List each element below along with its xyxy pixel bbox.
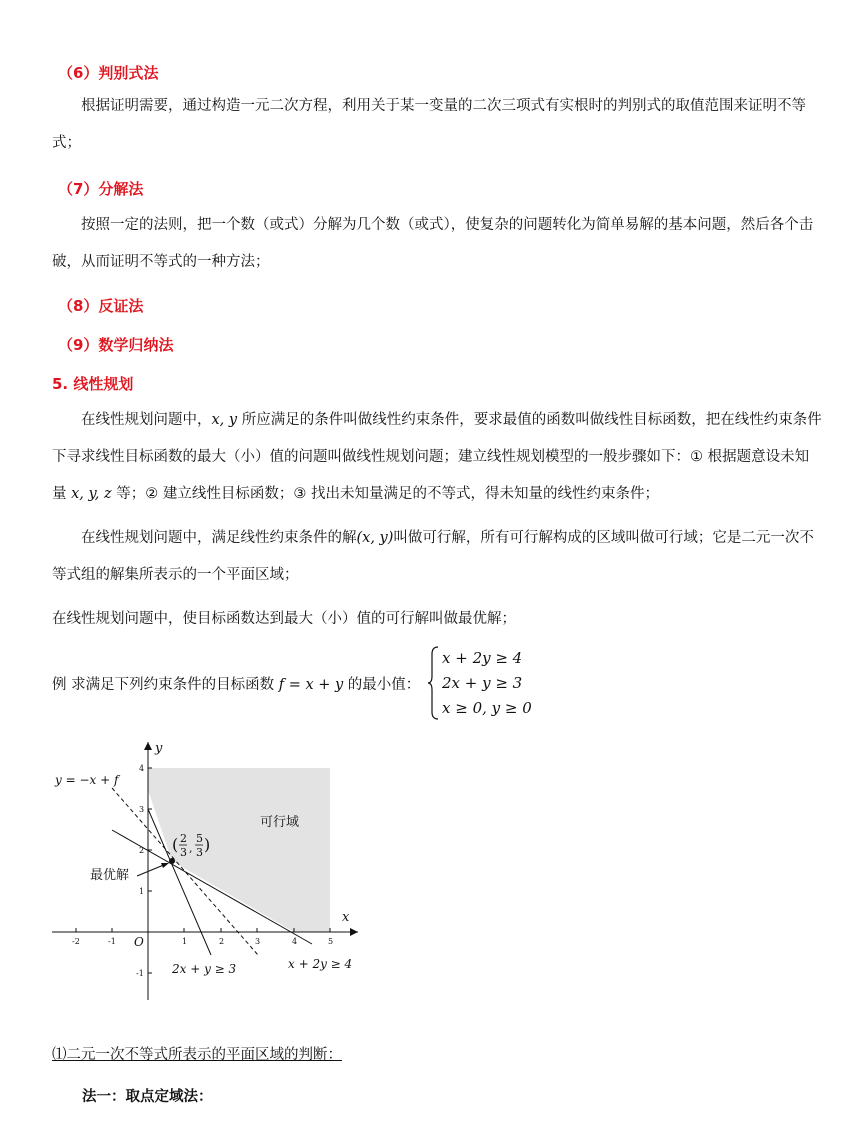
- lp-text-b: 所应满足的条件叫做线性约束条件，要求最值的函数叫做线性目标函数，把在线性约束条件下寻求线性目标函数的最大（小）值的问题叫做线性规划问题；建立线性规划模型的一般步骤如下：① 根据题意设未知量: [52, 412, 822, 502]
- paragraph-lp-definition: [52, 402, 822, 513]
- y-tick-label: 4: [139, 764, 145, 773]
- method-one-label: 法一：取点定域法：: [82, 1089, 213, 1105]
- heading-decomposition-method: （7）分解法: [58, 180, 144, 198]
- feasible-region-graph: [40, 735, 380, 1005]
- math-xyz: x, y, z: [71, 486, 112, 502]
- x-tick-label: 2: [219, 937, 225, 946]
- constraint-system: [442, 646, 532, 721]
- math-xy: x, y: [211, 412, 238, 428]
- svg-text:,: ,: [189, 842, 193, 855]
- x-tick-label: -1: [108, 937, 116, 946]
- y-tick-label: 2: [139, 846, 145, 855]
- y-axis-arrow: [144, 742, 152, 750]
- x-axis-arrow: [350, 928, 358, 936]
- constraint-brace: [428, 646, 440, 720]
- constraint-1: x + 2y ≥ 4: [442, 649, 523, 667]
- optimal-point: [169, 858, 175, 864]
- svg-text:5: 5: [196, 832, 203, 845]
- x-axis-label: x: [342, 910, 350, 925]
- heading-induction-method: （9）数学归纳法: [58, 336, 174, 354]
- origin-label: O: [134, 935, 144, 949]
- subsection-region-judgement: ⑴二元一次不等式所表示的平面区域的判断：: [52, 1047, 342, 1063]
- y-tick-label: -1: [136, 969, 144, 978]
- paragraph-discriminant: 根据证明需要，通过构造一元二次方程，利用关于某一变量的二次三项式有实根时的判别式的取值范围来证明不等式；: [52, 98, 806, 151]
- lp2-text-a: 在线性规划问题中，满足线性约束条件的解: [81, 530, 357, 546]
- constraint-2: 2x + y ≥ 3: [442, 674, 523, 692]
- y-tick-label: 1: [139, 887, 145, 896]
- optimal-solution-label: 最优解: [90, 868, 130, 883]
- paragraph-optimal-solution: 在线性规划问题中，使目标函数达到最大（小）值的可行解叫做最优解；: [52, 611, 516, 627]
- optimal-arrow: [137, 864, 166, 876]
- heading-discriminant-method: （6）判别式法: [58, 64, 159, 82]
- math-pair-xy: (x, y): [356, 530, 394, 546]
- heading-contradiction-method: （8）反证法: [58, 297, 144, 315]
- x-tick-label: 4: [292, 937, 298, 946]
- paragraph-feasible-solution: [52, 520, 822, 594]
- lp-text-a: 在线性规划问题中，: [81, 412, 212, 428]
- example-statement: [52, 673, 420, 694]
- constraint-3: x ≥ 0, y ≥ 0: [442, 699, 532, 717]
- x-tick-label: -2: [72, 937, 80, 946]
- math-objective-function: f = x + y: [278, 677, 344, 693]
- x-tick-label: 5: [328, 937, 334, 946]
- svg-text:3: 3: [180, 846, 187, 859]
- y-tick-label: 3: [139, 805, 145, 814]
- example-lead: 例 求满足下列约束条件的目标函数: [52, 677, 279, 693]
- svg-text:2: 2: [180, 832, 187, 845]
- svg-text:3: 3: [196, 846, 203, 859]
- y-axis-label: y: [155, 741, 163, 756]
- feasible-region-label: 可行域: [260, 815, 300, 830]
- line2-label: x + 2y ≥ 4: [288, 957, 353, 971]
- line1-label: 2x + y ≥ 3: [172, 962, 237, 976]
- objective-line-label: y = −x + f: [55, 773, 119, 787]
- x-tick-label: 3: [255, 937, 261, 946]
- svg-text:): ): [204, 835, 211, 854]
- heading-linear-programming: 5. 线性规划: [52, 375, 134, 393]
- paragraph-decomposition: 按照一定的法则，把一个数（或式）分解为几个数（或式），使复杂的问题转化为简单易解的基本问题，然后各个击破，从而证明不等式的一种方法；: [52, 217, 814, 270]
- svg-text:(: (: [172, 835, 179, 854]
- x-tick-label: 1: [182, 937, 188, 946]
- example-tail: 的最小值：: [343, 677, 421, 693]
- lp-text-c: 等；② 建立线性目标函数；③ 找出未知量满足的不等式，得未知量的线性约束条件；: [111, 486, 659, 502]
- lp2-text-b: 叫做可行解，所有可行解构成的区域叫做可行域；它是二元一次不等式组的解集所表示的一个平面区域；: [52, 530, 814, 583]
